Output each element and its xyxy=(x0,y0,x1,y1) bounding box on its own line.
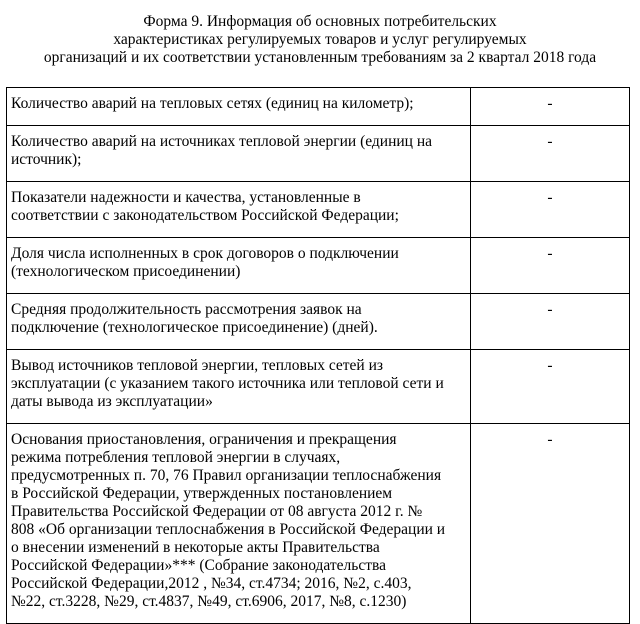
row-label-line: о внесении изменений в некоторые акты Правительства xyxy=(11,539,380,556)
row-value: - xyxy=(471,182,630,238)
row-label-line: в Российской Федерации, утвержденных постановлением xyxy=(11,485,393,502)
row-value: - xyxy=(471,88,630,126)
row-label-line: (технологическом присоединении) xyxy=(11,263,241,280)
row-label-accidents-sources xyxy=(7,126,471,182)
row-label-line: №22, ст.3228, №29, ст.4837, №49, ст.6906, 2017, №8, с.1230) xyxy=(11,593,407,610)
row-label-decommissioning xyxy=(7,350,471,424)
row-label-line: Доля числа исполненных в срок договоров о подключении xyxy=(11,245,399,262)
row-label-line: Российской Федерации,2012 , №34, ст.4734; 2016, №2, с.403, xyxy=(11,575,412,592)
form-title-line-2: характеристиках регулируемых товаров и услуг регулируемых xyxy=(113,31,527,48)
row-label-line: Средняя продолжительность рассмотрения заявок на xyxy=(11,301,362,318)
row-label-line: 808 «Об организации теплоснабжения в Российской Федерации и xyxy=(11,521,446,538)
row-label-line: Количество аварий на источниках тепловой энергии (единиц на xyxy=(11,133,433,150)
row-label-line: Вывод источников тепловой энергии, тепловых сетей из xyxy=(11,357,384,374)
row-label-line: даты вывода из эксплуатации» xyxy=(11,393,213,410)
table-row xyxy=(7,294,630,350)
form-title xyxy=(0,13,640,67)
row-label-line: эксплуатации (с указанием такого источника или тепловой сети и xyxy=(11,375,444,392)
table-row xyxy=(7,126,630,182)
table-row xyxy=(7,88,630,126)
row-label-line: Правительства Российской Федерации от 08 августа 2012 г. № xyxy=(11,503,423,520)
row-label-reliability xyxy=(7,182,471,238)
row-label-line: подключение (технологическое присоединение) (дней). xyxy=(11,319,378,336)
row-label-line: Основания приостановления, ограничения и прекращения xyxy=(11,431,397,448)
table-row xyxy=(7,424,630,624)
row-label-line: Российской Федерации»*** (Собрание законодательства xyxy=(11,557,387,574)
row-label-line: режима потребления тепловой энергии в случаях, xyxy=(11,449,341,466)
row-value: - xyxy=(471,424,630,624)
row-value: - xyxy=(471,126,630,182)
table-row xyxy=(7,350,630,424)
row-label-suspension-grounds xyxy=(7,424,471,624)
row-label-accidents-networks xyxy=(7,88,471,126)
row-label-line: соответствии с законодательством Российской Федерации; xyxy=(11,207,399,224)
table-row xyxy=(7,238,630,294)
form-title-line-3: организаций и их соответствии установленным требованиям за 2 квартал 2018 года xyxy=(43,49,597,66)
row-label-line: Количество аварий на тепловых сетях (единиц на километр); xyxy=(11,95,414,112)
row-value: - xyxy=(471,350,630,424)
row-label-line: Показатели надежности и качества, установленные в xyxy=(11,189,361,206)
table-row xyxy=(7,182,630,238)
row-value: - xyxy=(471,294,630,350)
form-title-line-1: Форма 9. Информация об основных потребительских xyxy=(143,13,497,30)
row-label-line: источник); xyxy=(11,151,82,168)
row-label-line: предусмотренных п. 70, 76 Правил организации теплоснабжения xyxy=(11,467,442,484)
row-label-review-duration xyxy=(7,294,471,350)
row-label-contracts-share xyxy=(7,238,471,294)
characteristics-table xyxy=(6,87,630,624)
row-value: - xyxy=(471,238,630,294)
